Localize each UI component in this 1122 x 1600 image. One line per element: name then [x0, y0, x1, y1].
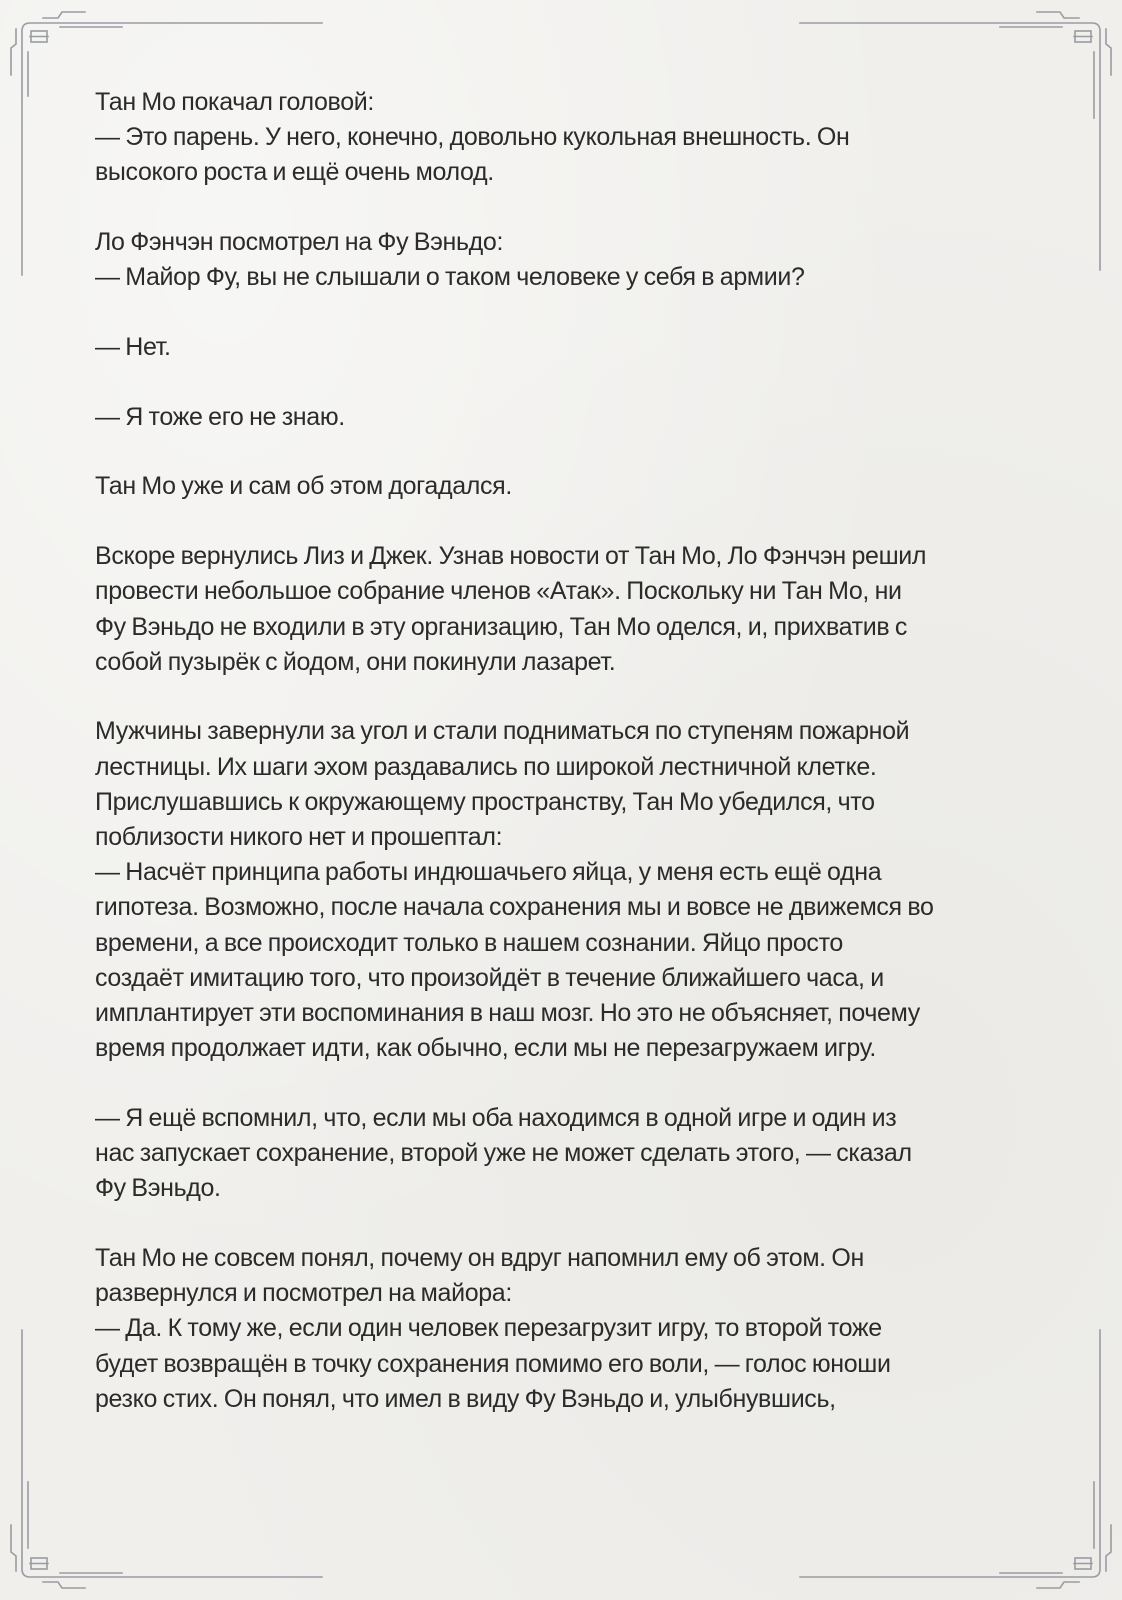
document-body: [95, 85, 1025, 1452]
text-line: Фу Вэньдо не входили в эту организацию, Тан Мо оделся, и, прихватив с: [95, 612, 908, 641]
text-line: Мужчины завернули за угол и стали подниматься по ступеням пожарной: [95, 717, 910, 746]
paragraph: [95, 225, 1025, 295]
text-line: гипотеза. Возможно, после начала сохранения мы и вовсе не движемся во: [95, 893, 934, 922]
paragraph: [95, 539, 1025, 680]
paragraph: [95, 714, 1025, 1066]
text-line: Тан Мо уже и сам об этом догадался.: [95, 472, 512, 501]
text-line: — Насчёт принципа работы индюшачьего яйца, у меня есть ещё одна: [95, 858, 882, 887]
text-line: создаёт имитацию того, что произойдёт в течение ближайшего часа, и: [95, 963, 884, 992]
text-line: поблизости никого нет и прошептал:: [95, 823, 503, 852]
text-line: время продолжает идти, как обычно, если мы не перезагружаем игру.: [95, 1034, 876, 1063]
text-line: Ло Фэнчэн посмотрел на Фу Вэньдо:: [95, 228, 504, 257]
text-line: нас запускает сохранение, второй уже не может сделать этого, — сказал: [95, 1139, 912, 1168]
text-line: имплантирует эти воспоминания в наш мозг. Но это не объясняет, почему: [95, 999, 920, 1028]
text-line: лестницы. Их шаги эхом раздавались по широкой лестничной клетке.: [95, 752, 877, 781]
text-line: Тан Мо покачал головой:: [95, 88, 374, 116]
text-line: провести небольшое собрание членов «Атак». Поскольку ни Тан Мо, ни: [95, 577, 902, 606]
text-line: — Это парень. У него, конечно, довольно кукольная внешность. Он: [95, 123, 850, 152]
paragraph: [95, 85, 1025, 191]
text-line: — Я ещё вспомнил, что, если мы оба находимся в одной игре и один из: [95, 1103, 897, 1132]
text-line: — Майор Фу, вы не слышали о таком человеке у себя в армии?: [95, 263, 805, 292]
text-line: — Я тоже его не знаю.: [95, 402, 345, 431]
paragraph: [95, 330, 1025, 365]
text-line: развернулся и посмотрел на майора:: [95, 1279, 512, 1308]
text-line: Фу Вэньдо.: [95, 1174, 221, 1203]
text-line: — Да. К тому же, если один человек перезагрузит игру, то второй тоже: [95, 1314, 882, 1343]
paragraph: [95, 1101, 1025, 1207]
paragraph: [95, 469, 1025, 504]
text-line: Прислушавшись к окружающему пространству, Тан Мо убедился, что: [95, 787, 875, 816]
text-line: собой пузырёк с йодом, они покинули лазарет.: [95, 647, 616, 676]
text-line: резко стих. Он понял, что имел в виду Фу Вэньдо и, улыбнувшись,: [95, 1384, 836, 1413]
text-line: будет возвращён в точку сохранения помимо его воли, — голос юноши: [95, 1349, 891, 1378]
text-line: Вскоре вернулись Лиз и Джек. Узнав новости от Тан Мо, Ло Фэнчэн решил: [95, 542, 927, 571]
paragraph: [95, 400, 1025, 435]
text-line: высокого роста и ещё очень молод.: [95, 158, 494, 187]
text-line: Тан Мо не совсем понял, почему он вдруг напомнил ему об этом. Он: [95, 1244, 864, 1273]
paragraph: [95, 1241, 1025, 1417]
text-line: — Нет.: [95, 333, 171, 362]
text-line: времени, а все происходит только в нашем сознании. Яйцо просто: [95, 928, 843, 957]
